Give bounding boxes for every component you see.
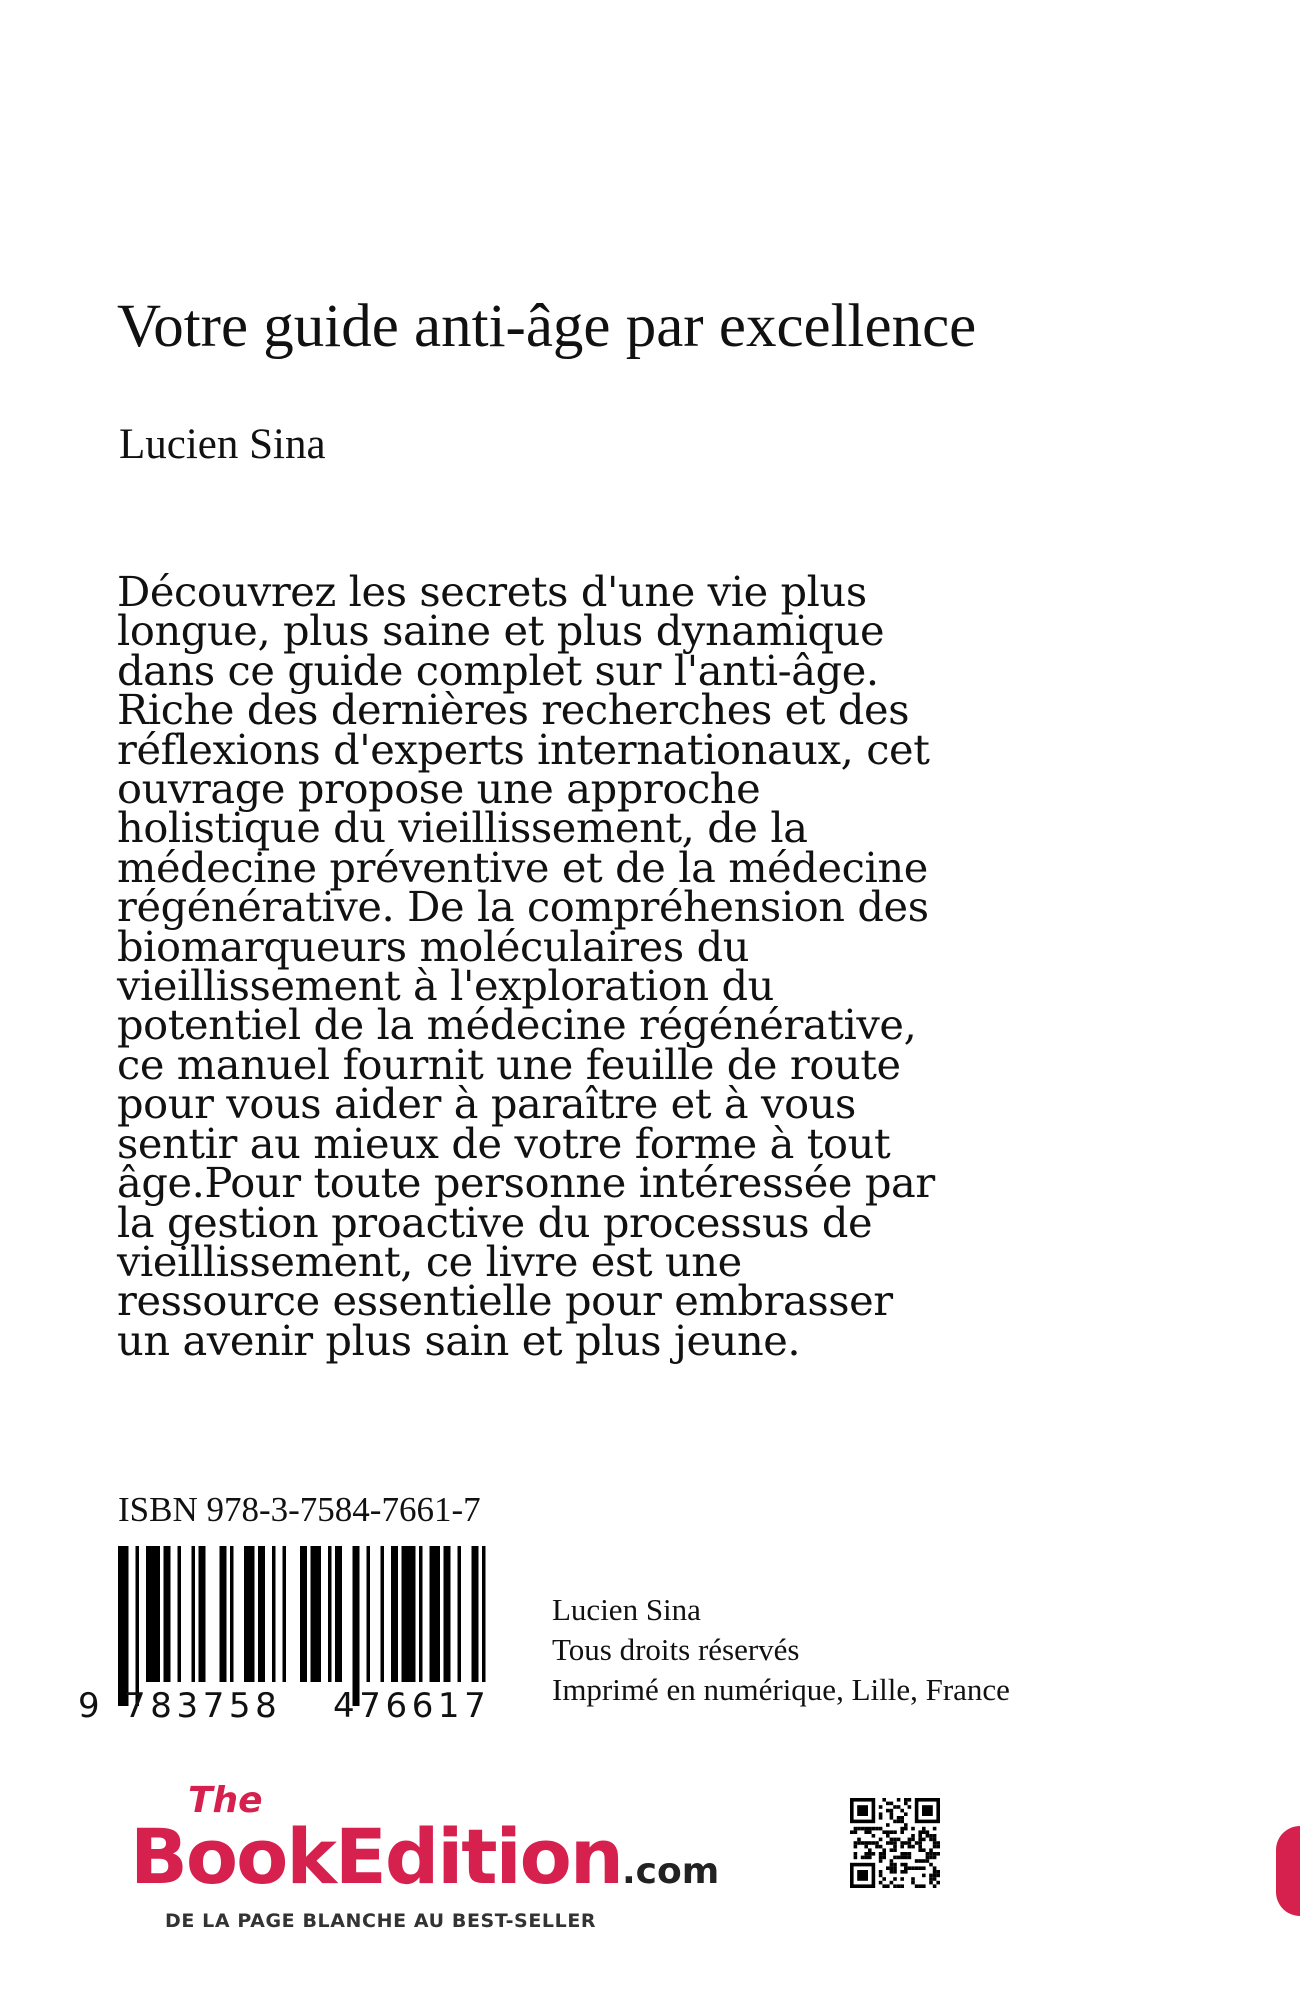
- blurb-line: biomarqueurs moléculaires du: [117, 921, 750, 971]
- barcode-bars: [118, 1546, 488, 1706]
- blurb-line: pour vous aider à paraître et à vous: [117, 1079, 856, 1129]
- blurb-line: ouvrage propose une approche: [117, 764, 761, 814]
- blurb-line: potentiel de la médecine régénérative,: [117, 1000, 917, 1050]
- blurb-line: la gestion proactive du processus de: [117, 1197, 873, 1247]
- back-cover-blurb: [117, 567, 977, 1365]
- imprint-printed: Imprimé en numérique, Lille, France: [552, 1672, 1010, 1707]
- barcode-first-digit: 9: [78, 1686, 100, 1726]
- blurb-line: ce manuel fournit une feuille de route: [117, 1039, 901, 1089]
- blurb-line: vieillissement, ce livre est une: [117, 1236, 742, 1286]
- blurb-line: régénérative. De la compréhension des: [117, 882, 929, 932]
- barcode-left-group: 783758: [124, 1686, 282, 1726]
- author-name: Lucien Sina: [119, 421, 326, 468]
- isbn-number: ISBN 978-3-7584-7661-7: [118, 1490, 481, 1529]
- imprint-author: Lucien Sina: [552, 1592, 701, 1627]
- blurb-line: longue, plus saine et plus dynamique: [117, 606, 885, 656]
- blurb-line: un avenir plus sain et plus jeune.: [117, 1315, 801, 1365]
- logo-wordmark: [130, 1812, 719, 1901]
- qr-code-icon: [850, 1798, 940, 1888]
- isbn-barcode: [78, 1546, 491, 1726]
- barcode-right-group: 476617: [333, 1686, 491, 1726]
- imprint-block: [552, 1590, 1010, 1710]
- book-title: Votre guide anti-âge par excellence: [117, 293, 977, 360]
- logo-brand: BookEdition: [130, 1812, 622, 1901]
- blurb-line: holistique du vieillissement, de la: [117, 803, 808, 853]
- blurb-line: médecine préventive et de la médecine: [117, 842, 928, 892]
- logo-domain: .com: [621, 1851, 720, 1892]
- logo-the: The: [188, 1780, 263, 1821]
- logo-tagline: DE LA PAGE BLANCHE AU BEST-SELLER: [165, 1910, 597, 1932]
- blurb-line: sentir au mieux de votre forme à tout: [117, 1118, 891, 1168]
- blurb-line: réflexions d'experts internationaux, cet: [117, 724, 930, 774]
- blurb-line: vieillissement à l'exploration du: [117, 961, 774, 1011]
- blurb-line: ressource essentielle pour embrasser: [117, 1276, 893, 1326]
- edge-marker: [1276, 1826, 1300, 1916]
- blurb-line: Riche des dernières recherches et des: [117, 685, 910, 735]
- blurb-line: âge.Pour toute personne intéressée par: [117, 1158, 935, 1208]
- blurb-line: dans ce guide complet sur l'anti-âge.: [117, 645, 879, 695]
- publisher-logo: [130, 1780, 720, 1930]
- blurb-line: Découvrez les secrets d'une vie plus: [117, 567, 867, 616]
- imprint-rights: Tous droits réservés: [552, 1632, 800, 1667]
